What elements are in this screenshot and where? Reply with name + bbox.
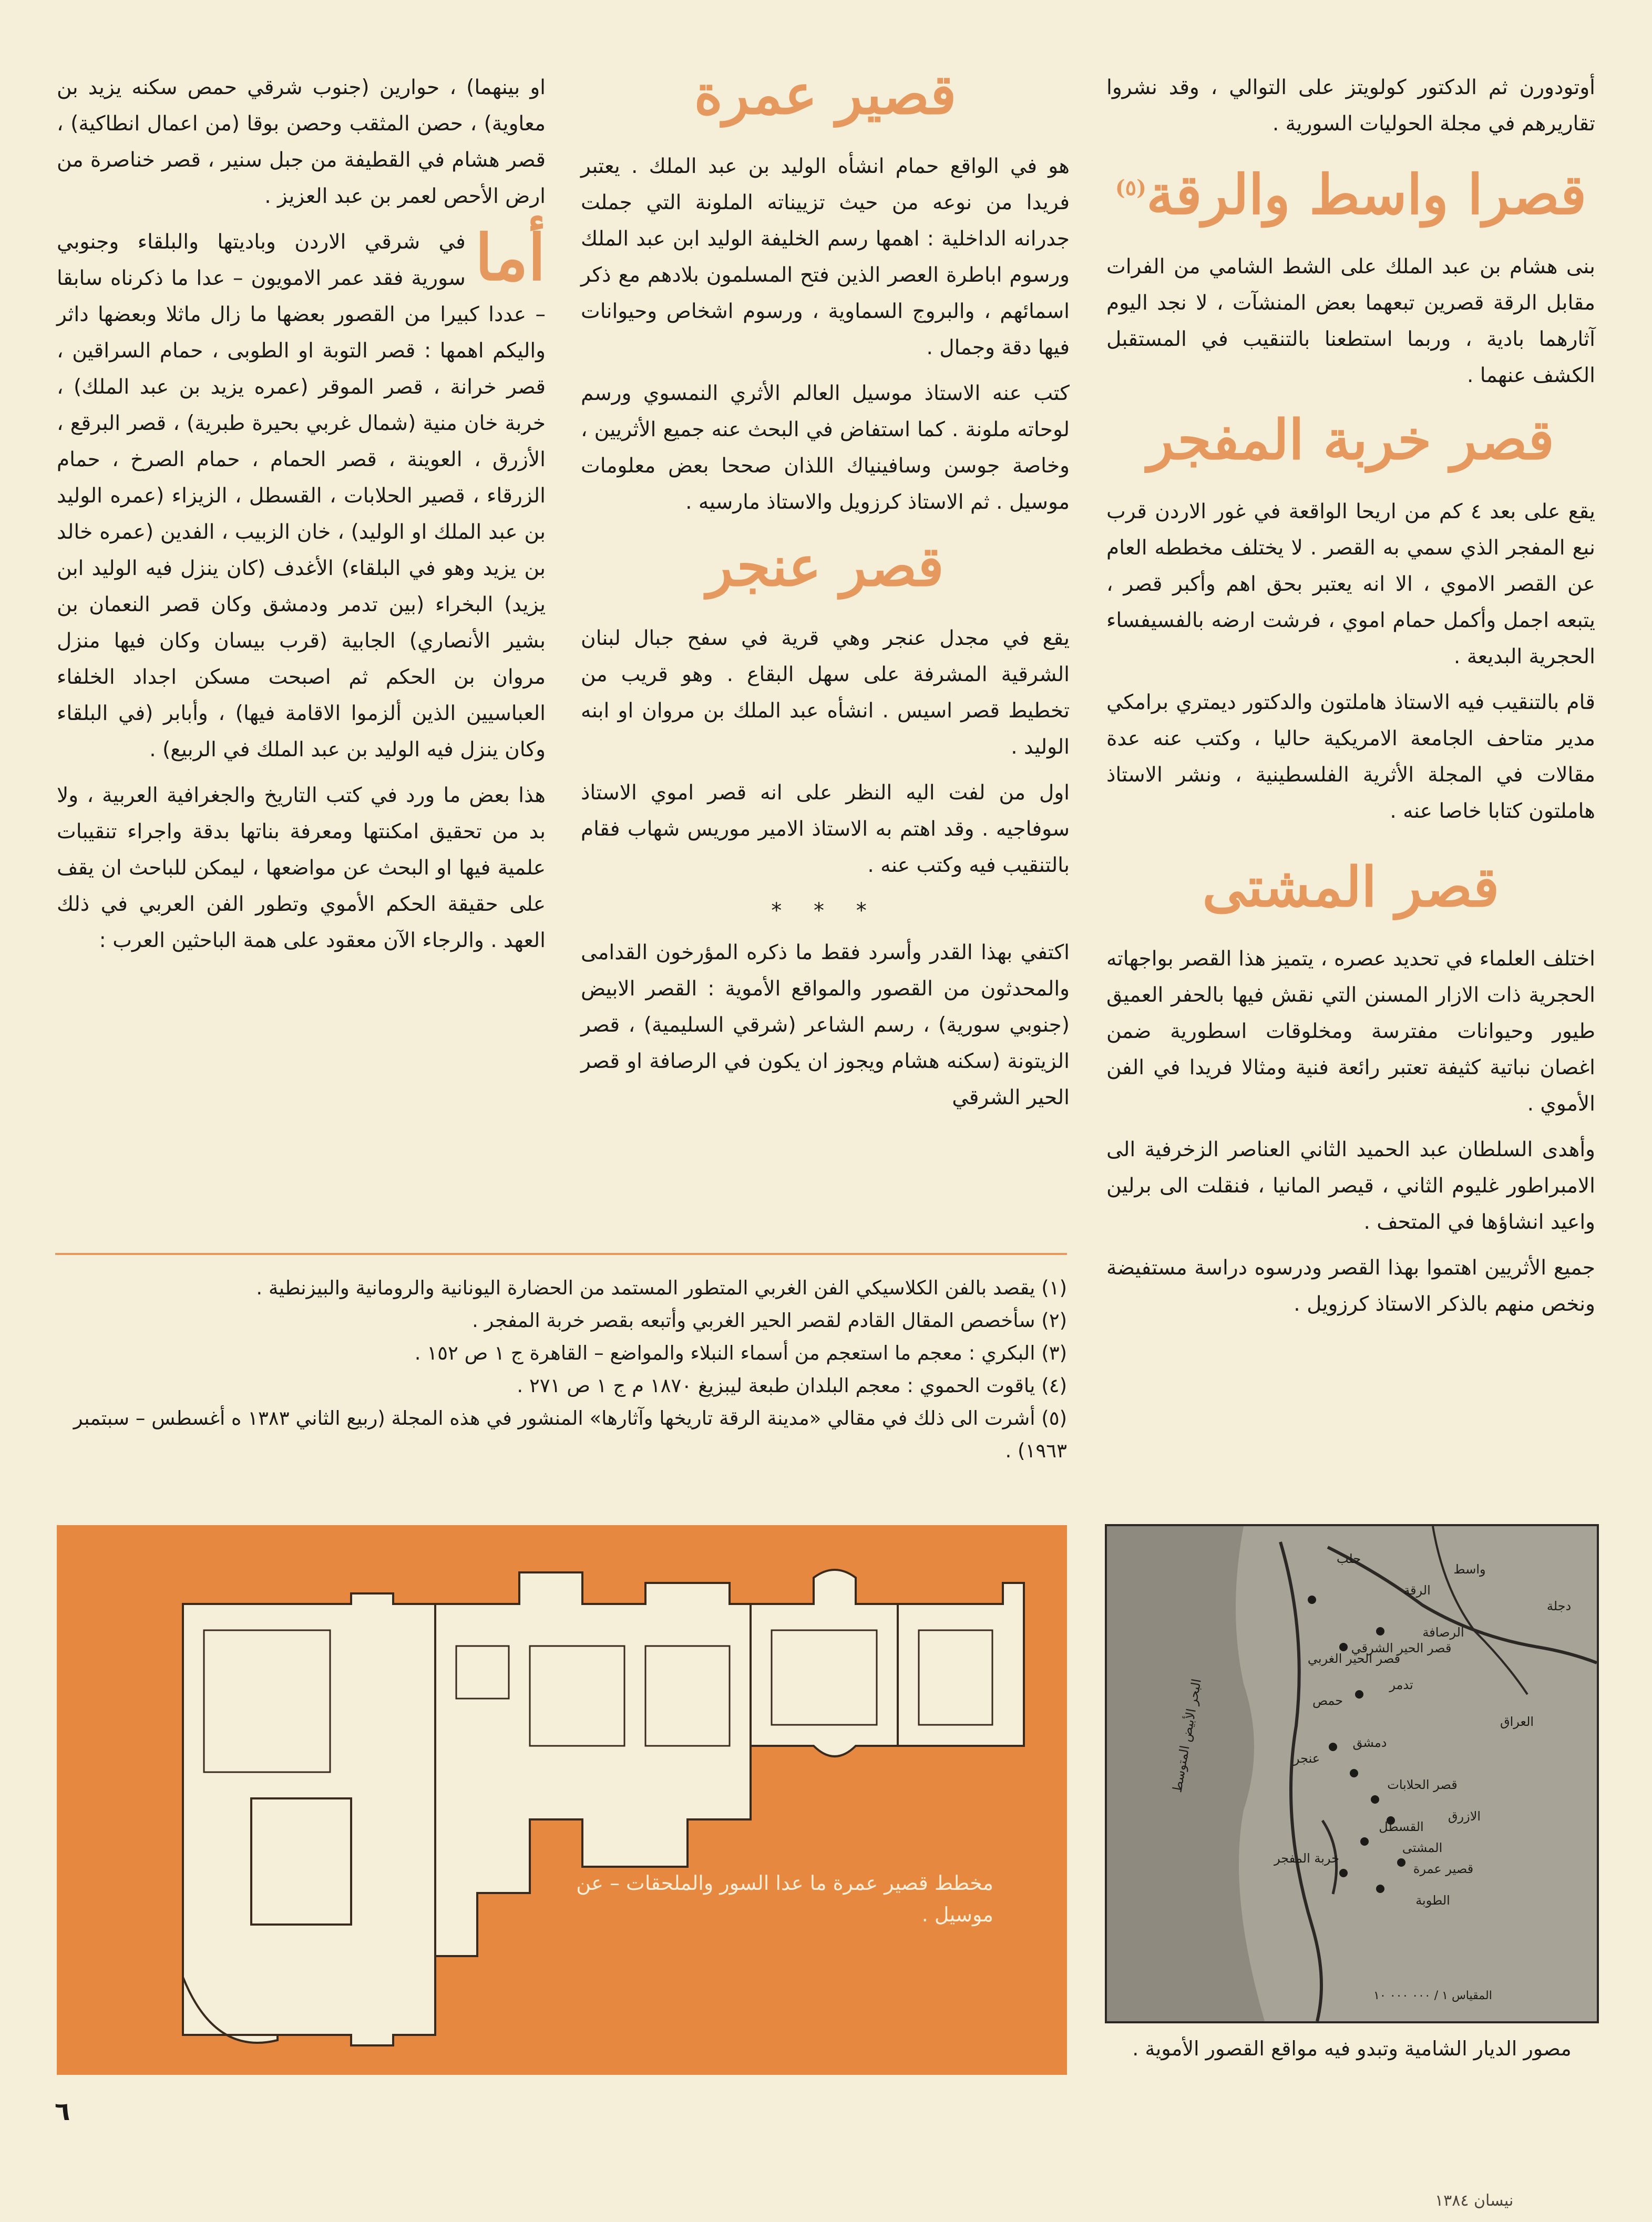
anjar-paragraph-1: يقع في مجدل عنجر وهي قرية في سفح جبال لبنان الشرقية المشرفة على سهل البقاع . وهو قريب من تخطيط قصر اسيس . انشأه عبد الملك بن مروان او ابنه الوليد . — [581, 626, 1070, 759]
map-label-damascus: دمشق — [1352, 1735, 1387, 1750]
map-label-mediterranean: البحر الأبيض المتوسط — [1169, 1678, 1204, 1794]
mshatta-paragraph-3: جميع الأثريين اهتموا بهذا القصر ودرسوه دراسة مستفيضة ونخص منهم بالذكر الاستاذ كرزويل . — [1106, 1256, 1595, 1316]
footnote-ref-5: (٥) — [1115, 176, 1147, 200]
map-scale: المقياس ١ / ٠٠٠ ٠٠٠ ١٠ — [1373, 1989, 1492, 2002]
footnote-1: (١) يقصد بالفن الكلاسيكي الفن الغربي المتطور المستمد من الحضارة اليونانية والرومانية والبيزنطية . — [256, 1277, 1067, 1299]
map-label-tigris: دجلة — [1546, 1599, 1572, 1613]
amra-paragraph-1: هو في الواقع حمام انشأه الوليد بن عبد الملك . يعتبر فريدا من نوعه من حيث تزييناته الملونة التي جملت جدرانه الداخلية : اهمها رسم الخليفة الوليد ابن عبد الملك ورسوم اباطرة العصر الذين فتح المسلمون بلادهم مع ذكر اسمائهم ، والبروج السماوية ، ورسوم اشخاص وحيوانات فيها دقة وجمال . — [581, 155, 1070, 359]
map-label-palmyra: تدمر — [1389, 1678, 1413, 1692]
map-label-hir-sharqi: قصر الحير الشرقي — [1351, 1641, 1452, 1655]
plan-caption: مخطط قصير عمرة ما عدا السور والملحقات – عن موسيل . — [576, 1871, 993, 1926]
mshatta-paragraph-1: اختلف العلماء في تحديد عصره ، يتميز هذا القصر بواجهاته الحجرية ذات الازار المسنن التي نقش فيها بالحفر العميق طيور وحيوانات مفترسة ومخلوقات اسطورية ضمن اغصان نباتية كثيفة تعتبر رائعة فنية ومثالا فريدا في الفن الأموي . — [1106, 947, 1595, 1116]
heading-wasit-text: قصرا واسط والرقة — [1146, 162, 1587, 227]
column-middle — [581, 58, 1070, 1125]
plan-bottom-apse — [251, 1798, 351, 1925]
heading-mshatta: قصر المشتى — [1202, 854, 1500, 919]
heading-wasit — [1106, 151, 1595, 232]
map-drawing — [1107, 1526, 1597, 2021]
map-label-raqqa: الرقة — [1403, 1583, 1431, 1598]
heading-anjar: قصر عنجر — [706, 534, 944, 599]
mafjar-paragraph-1: يقع على بعد ٤ كم من اريحا الواقعة في غور الاردن قرب نبع المفجر الذي سمي به القصر . لا يختلف مخططه العام عن القصر الاموي ، الا انه يعتبر بحق اهم وأكبر قصر ، يتبعه اجمل وأكمل حمام اموي ، فرشت ارضه بالفسيفساء الحجرية البديعة . — [1106, 499, 1596, 668]
wasit-paragraph: بنى هشام بن عبد الملك على الشط الشامي من الفرات مقابل الرقة قصرين تبعهما بعض المنشآت ، لا نجد اليوم آثارهما بادية ، وربما استطعنا بالتنقيب في المستقبل الكشف عنهما . — [1106, 254, 1595, 387]
map-figure — [1105, 1524, 1599, 2023]
bottom-stamp: نيسان ١٣٨٤ — [1435, 2192, 1514, 2210]
footnote-3: (٣) البكري : معجم ما استعجم من أسماء النبلاء والمواضع – القاهرة ج ١ ص ١٥٢ . — [414, 1342, 1067, 1364]
anjar-paragraph-2: اول من لفت اليه النظر على انه قصر اموي الاستاذ سوفاجيه . وقد اهتم به الاستاذ الامير موريس شهاب فقام بالتنقيب فيه وكتب عنه . — [581, 781, 1070, 877]
map-label-tuba: الطوبة — [1415, 1893, 1450, 1908]
map-label-mafjar: خربة المفجر — [1274, 1851, 1339, 1866]
footnote-divider — [55, 1253, 1067, 1255]
footnotes — [55, 1272, 1067, 1467]
footnote-5: (٥) أشرت الى ذلك في مقالي «مدينة الرقة تاريخها وآثارها» المنشور في هذه المجلة (ربيع الثاني ١٣٨٣ ه أغسطس – سبتمبر ١٩٦٣) . — [73, 1407, 1067, 1462]
heading-amra: قصير عمرة — [694, 62, 957, 127]
intro-paragraph: أوتودورن ثم الدكتور كولويتز على التوالي ، وقد نشروا تقاريرهم في مجلة الحوليات السورية . — [1106, 76, 1595, 136]
map-label-iraq: العراق — [1500, 1714, 1534, 1729]
section-stars: * * * — [771, 899, 879, 923]
floor-plan-drawing — [57, 1525, 1067, 2075]
left-paragraph-2 — [57, 221, 546, 768]
mshatta-paragraph-2: وأهدى السلطان عبد الحميد الثاني العناصر الزخرفية الى الامبراطور غليوم الثاني ، قيصر المانيا ، فنقلت الى برلين واعيد انشاؤها في المتحف . — [1106, 1137, 1595, 1234]
floor-plan-figure — [57, 1525, 1067, 2075]
column-left — [57, 69, 546, 968]
left-paragraph-3: هذا بعض ما ورد في كتب التاريخ والجغرافية العربية ، ولا بد من تحقيق امكنتها ومعرفة بناتها بدقة واجراء تنقيبات علمية فيها او البحث عن مواضعها ، ليمكن للباحث ان يقف على حقيقة الحكم الأموي وتطور الفن العربي في ذلك العهد . والرجاء الآن معقود على همة الباحثين العرب : — [57, 784, 546, 952]
map-label-wasit: واسط — [1453, 1562, 1486, 1577]
plan-right-wing — [898, 1583, 1024, 1746]
map-label-rusafa: الرصافة — [1422, 1625, 1464, 1640]
map-label-homs: حمص — [1312, 1693, 1343, 1708]
map-label-mshatta: المشتى — [1402, 1840, 1443, 1855]
footnote-2: (٢) سأخصص المقال القادم لقصر الحير الغربي وأتبعه بقصر خربة المفجر . — [472, 1309, 1067, 1332]
left-paragraph-1: او بينهما) ، حوارين (جنوب شرقي حمص سكنه يزيد بن معاوية) ، حصن المثقب وحصن بوقا (من اعمال انطاكية) ، قصر هشام في القطيفة من جبل سنير ، قصر خناصرة من ارض الأحص لعمر بن عبد العزيز . — [57, 76, 546, 208]
anjar-paragraph-3: اكتفي بهذا القدر وأسرد فقط ما ذكره المؤرخون القدامى والمحدثون من القصور والمواقع الأموية : القصر الابيض (جنوبي سورية) ، رسم الشاعر (شرقي السليمية) ، قصر الزيتونة (سكنه هشام ويجوز ان يكون في الرصافة او قصر الحير الشرقي — [581, 941, 1070, 1109]
map-label-amra: قصير عمرة — [1413, 1861, 1474, 1876]
footnote-4: (٤) ياقوت الحموي : معجم البلدان طبعة ليبزيغ ١٨٧٠ م ج ١ ص ٢٧١ . — [517, 1374, 1067, 1397]
left-paragraph-2-text: في شرقي الاردن وباديتها والبلقاء وجنوبي سورية فقد عمر الامويون – عدا ما ذكرناه سابقا – عددا كبيرا من القصور بعضها ما زال ماثلا وبعضها داثر واليكم اهمها : قصر التوبة او الطوبى ، حمام السراقين ، قصر خرانة ، قصر الموقر (عمره يزيد بن عبد الملك) ، خربة خان منية (شمال غربي بحيرة طبرية) ، قصر البرقع ، الأزرق ، العوينة ، قصر الحمام ، حمام الصرخ ، حمام الزرقاء ، قصير الحلابات ، القسطل ، الزيزاء (عمره الوليد بن عبد الملك او الوليد) ، خان الزبيب ، الفدين (عمره خالد بن يزيد وهو في البلقاء) الأغدف (كان ينزل فيه الوليد ابن يزيد) البخراء (بين تدمر ودمشق وكان قصر النعمان بن بشير الأنصاري) الجابية (قرب بيسان وكان فيها منزل مروان بن الحكم ثم اصبحت مسكن اجداد الخلفاء العباسيين الذين ألزموا الاقامة فيها) ، وأبابر (في البلقاء وكان ينزل فيه الوليد بن عبد الملك في الربيع) . — [57, 230, 546, 762]
map-label-hallabat: قصر الحلابات — [1387, 1777, 1458, 1792]
map-label-qastal: القسطل — [1379, 1819, 1424, 1834]
amra-paragraph-2: كتب عنه الاستاذ موسيل العالم الأثري النمسوي ورسم لوحاته ملونة . كما استفاض في البحث عنه جميع الأثريين ، وخاصة جوسن وسافينياك اللذان صححا بعض معلومات موسيل . ثم الاستاذ كرزويل والاستاذ مارسيه . — [581, 382, 1070, 514]
page-number: ٦ — [55, 2097, 70, 2126]
heading-mafjar: قصر خربة المفجر — [1147, 407, 1554, 472]
column-right — [1106, 69, 1595, 1332]
plan-apse — [751, 1570, 898, 1756]
decorative-initial: أما — [475, 221, 546, 295]
mafjar-paragraph-2: قام بالتنقيب فيه الاستاذ هاملتون والدكتور ديمتري برامكي مدير متاحف الجامعة الامريكية حاليا ، وكتب عنه عدة مقالات في المجلة الأثرية الفلسطينية ، ونشر الاستاذ هاملتون كتابا خاصا عنه . — [1106, 690, 1595, 823]
map-label-azraq: الازرق — [1448, 1809, 1481, 1824]
map-label-anjar: عنجر — [1293, 1751, 1320, 1766]
map-label-hir-gharbi: قصر الحير الغربي — [1307, 1651, 1401, 1666]
map-label-aleppo: حلب — [1336, 1551, 1361, 1566]
map-caption: مصور الديار الشامية وتبدو فيه مواقع القصور الأموية . — [1132, 2037, 1572, 2060]
